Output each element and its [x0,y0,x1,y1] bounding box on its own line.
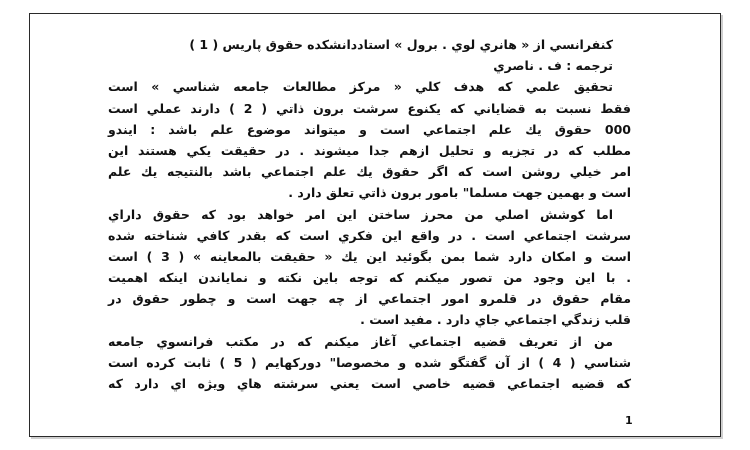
paragraph-line: امر خيلي روشن است كه اگر حقوق يك علم اجتماعي باشد بالنتيجه يك علم [108,164,631,180]
paragraph-line: فقط نسبت به قضاياني كه يكنوع سرشت برون ذاتي ( 2 ) دارند عملي است [108,100,631,116]
paragraph-line: است و بهمين جهت مسلما" بامور برون ذاتي تعلق دارد . [288,185,631,201]
paragraph-line: قلب زندگي اجتماعي جاي دارد . مفيد است . [360,312,631,328]
paragraph-line: سرشت اجتماعي است . در واقع اين فكري است كه بقدر كافي شناخته شده [108,227,631,243]
paragraph-line: تحقيق علمي كه هدف كلي « مركز مطالعات جامعه شناسي » است [108,79,613,95]
paragraph-line: اما كوشش اصلي من محرز ساختن اين امر خواهد بود كه حقوق داراي [108,206,613,222]
document-body [108,34,631,394]
page-number: 1 [625,414,633,427]
paragraph-line: 000 حقوق يك علم اجتماعي است و ميتواند موضوع علم باشد : ايندو [108,121,631,137]
paragraph-line: است و امكان دارد شما بمن بگوئيد اين يك « حقيقت بالمعاينه » ( 3 ) است [108,248,631,264]
lecture-title-line: كنفرانسي از « هانري لوي . برول » استاددانشكده حقوق پاريس ( 1 ) [189,37,613,52]
paragraph-line: . با اين وجود من تصور ميكنم كه توجه باين نكته و نماياندن اينكه اهميت [108,270,631,286]
paragraph-line: شناسي ( 4 ) از آن گفتگو شده و مخصوصا" دوركهايم ( 5 ) ثابت كرده است [108,354,631,370]
paragraph-line: مطلب كه در تجزيه و تحليل ازهم جدا ميشوند . در حقيقت يكي هستند اين [108,142,631,158]
paragraph-line: من از تعريف قضيه اجتماعي آغاز ميكنم كه در مكتب فرانسوي جامعه [108,333,613,349]
translator-line: ترجمه : ف . ناصري [493,58,613,74]
paragraph-line: مقام حقوق در قلمرو امور اجتماعي از چه جهت است و چطور حقوق در [108,291,631,307]
paragraph-line: كه قضيه اجتماعي قضيه خاصي است يعني سرشته هاي ويژه اي دارد كه [108,376,631,391]
